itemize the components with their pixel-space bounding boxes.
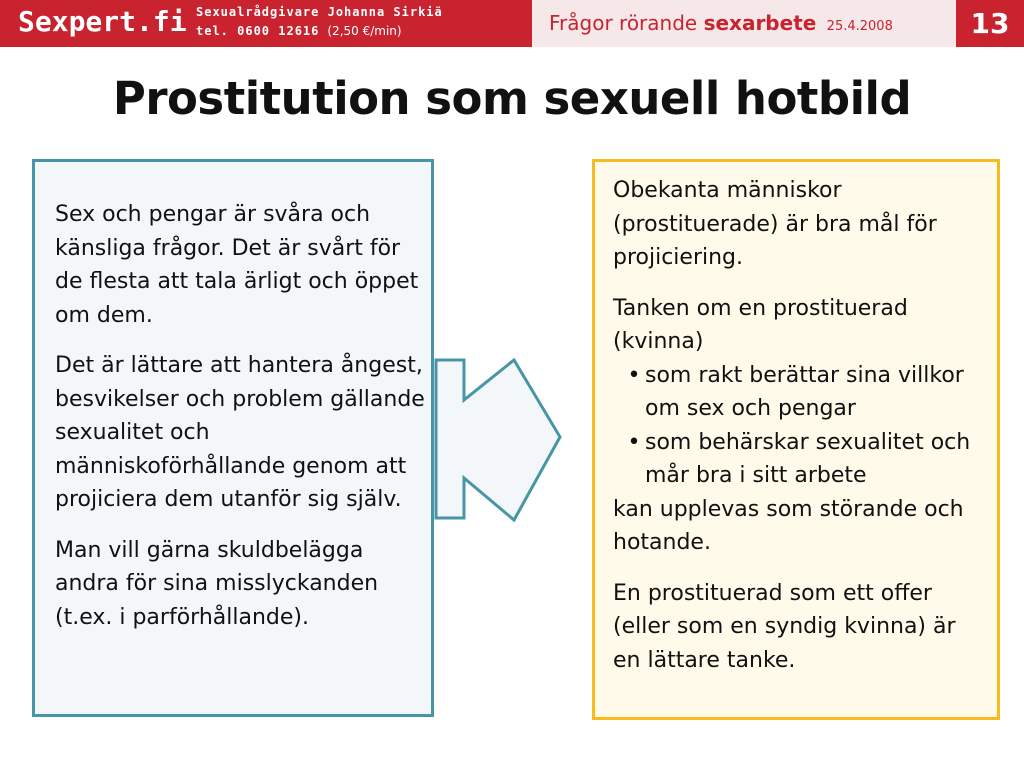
phone-number: tel. 0600 12616 bbox=[196, 24, 320, 38]
topic-prefix: Frågor rörande bbox=[549, 11, 698, 35]
counselor-name: Sexualrådgivare Johanna Sirkiä bbox=[196, 5, 443, 19]
right-paragraph-2 bbox=[613, 292, 985, 560]
page-number: 13 bbox=[970, 7, 1010, 40]
left-paragraph-2: Det är lättare att hantera ångest, besvikelser och problem gällande sexualitet och människoförhållande genom att projiciera dem utanför sig själv. bbox=[55, 353, 425, 512]
bullet-text: som behärskar sexualitet och mår bra i sitt arbete bbox=[645, 429, 971, 488]
right-paragraph-2-intro: Tanken om en prostituerad (kvinna) bbox=[613, 295, 908, 354]
brand-logo: Sexpert.fi bbox=[18, 5, 187, 38]
topic-bold: sexarbete bbox=[703, 11, 817, 35]
bullet-text: som rakt berättar sina villkor om sex och pengar bbox=[645, 362, 964, 421]
topic-date: 25.4.2008 bbox=[826, 19, 893, 34]
right-paragraph-2-outro: kan upplevas som störande och hotande. bbox=[613, 496, 964, 555]
price-per-minute: (2,50 €/min) bbox=[327, 24, 402, 38]
right-paragraph-3: En prostituerad som ett offer (eller som en syndig kvinna) är en lättare tanke. bbox=[613, 580, 956, 673]
right-paragraph-1: Obekanta människor (prostituerade) är bra mål för projiciering. bbox=[613, 178, 937, 270]
right-panel-text bbox=[613, 174, 985, 694]
right-panel bbox=[592, 159, 1000, 720]
left-paragraph-1: Sex och pengar är svåra och känsliga frågor. Det är svårt för de flesta att tala ärligt och öppet om dem. bbox=[55, 202, 419, 328]
bullet-item bbox=[613, 426, 985, 493]
bullet-dot-icon: • bbox=[627, 362, 641, 388]
slide-title: Prostitution som sexuell hotbild bbox=[112, 72, 912, 125]
bullet-item bbox=[613, 359, 985, 426]
bullet-dot-icon: • bbox=[627, 429, 641, 455]
left-paragraph-3: Man vill gärna skuldbelägga andra för sina misslyckanden (t.ex. i parförhållande). bbox=[55, 537, 379, 630]
